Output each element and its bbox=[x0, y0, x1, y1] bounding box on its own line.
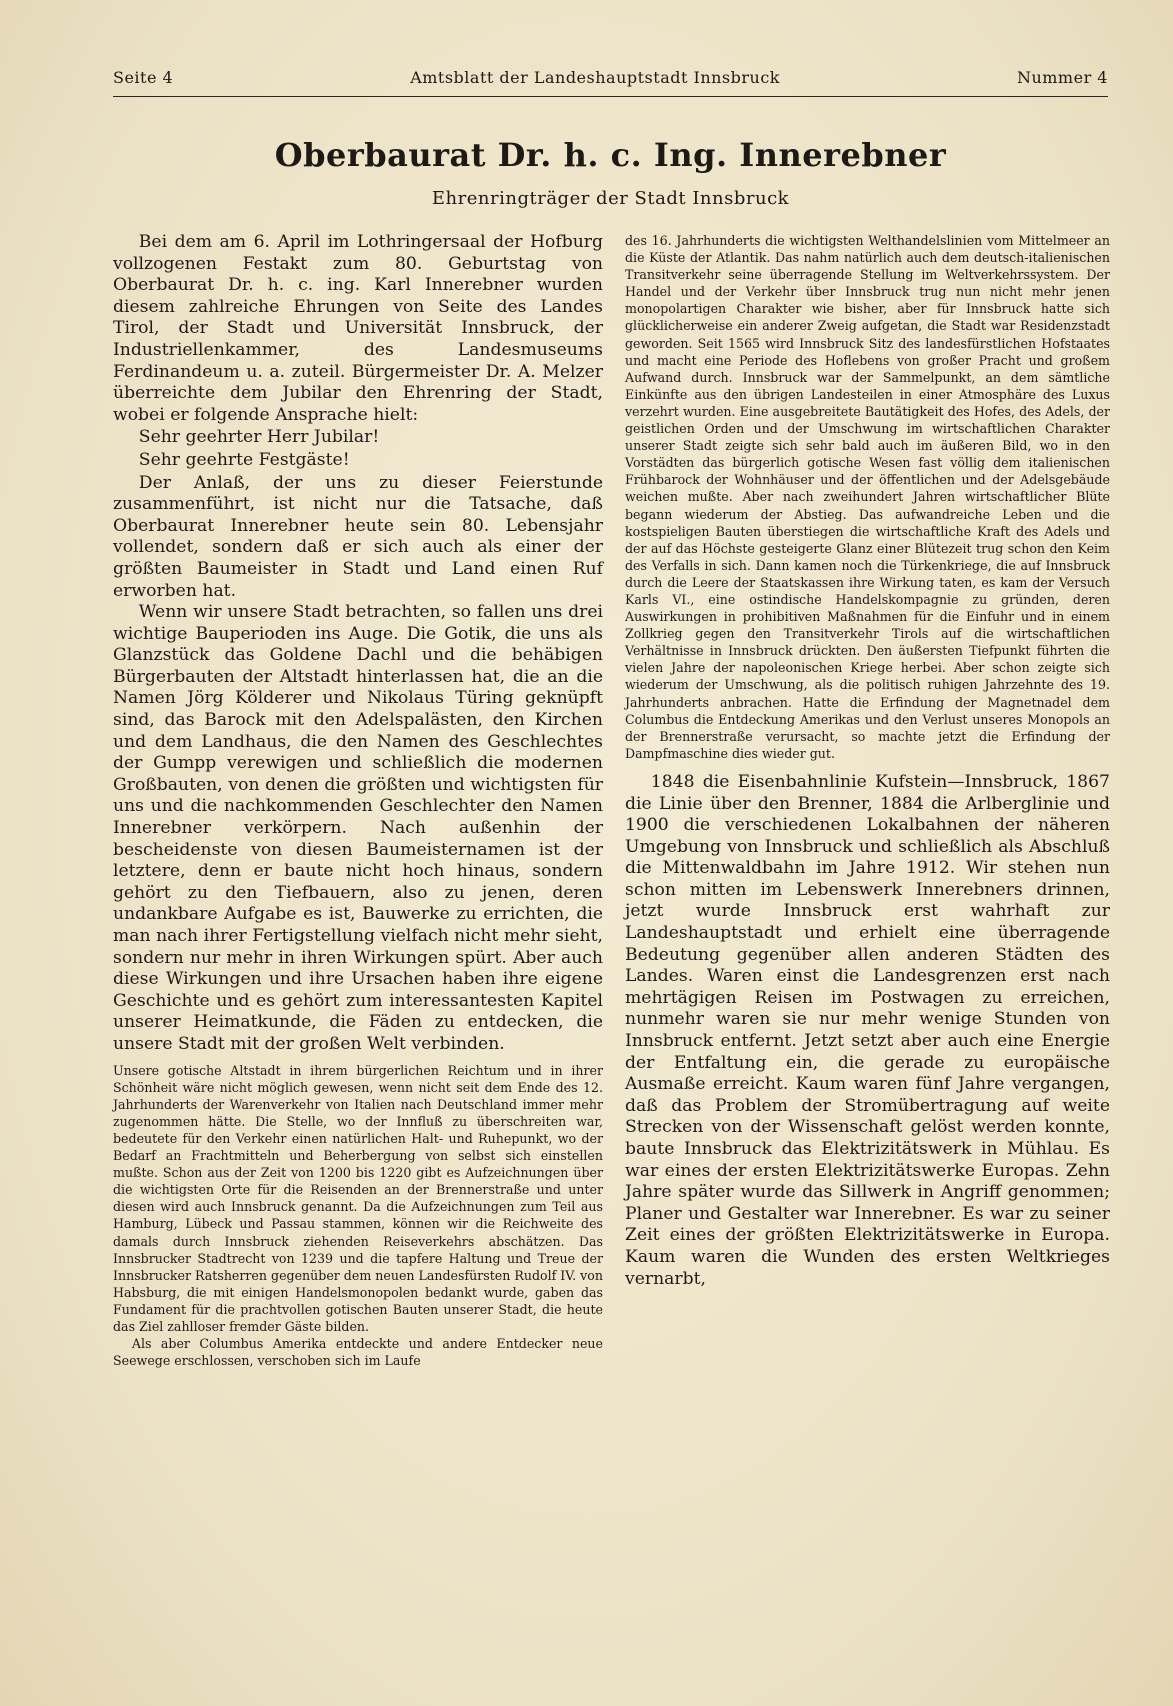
left-column bbox=[113, 232, 603, 1369]
paragraph: Als aber Columbus Amerika entdeckte und andere Entdecker neue Seewege erschlossen, verschoben sich im Laufe bbox=[113, 1336, 603, 1369]
paragraph: 1848 die Eisenbahnlinie Kufstein—Innsbruck, 1867 die Linie über den Brenner, 1884 die Arlberglinie und 1900 die verschiedenen Lokalbahnen der näheren Umgebung von Innsbruck und schließlich als Abschluß die Mittenwaldbahn im Jahre 1912. Wir stehen nun schon mitten im Lebenswerk Innerebners drinnen, jetzt wurde Innsbruck erst wahrhaft zur Landeshauptstadt und erhielt eine überragende Bedeutung gegenüber allen anderen Städten des Landes. Waren einst die Landesgrenzen erst nach mehrtägigen Reisen im Postwagen zu erreichen, nunmehr waren sie nur mehr wenige Stunden von Innsbruck entfernt. Jetzt setzt aber auch eine Energie der Entfaltung ein, die gerade zu europäische Ausmaße erreicht. Kaum waren fünf Jahre vergangen, daß das Problem der Stromübertragung auf weite Strecken von der Wissenschaft gelöst werden konnte, baute Innsbruck das Elektrizitätswerk in Mühlau. Es war eines der ersten Elektrizitätswerke Europas. Zehn Jahre später wurde das Sillwerk in Angriff genommen; Planer und Gestalter war Innerebner. Es war zu seiner Zeit eines der größten Elektrizitätswerke in Europa. Kaum waren die Wunden des ersten Weltkrieges vernarbt, bbox=[625, 771, 1110, 1289]
publication-name: Amtsblatt der Landeshauptstadt Innsbruck bbox=[410, 68, 780, 87]
article-title: Oberbaurat Dr. h. c. Ing. Innerebner bbox=[274, 136, 947, 174]
right-column-large-text bbox=[625, 772, 1110, 1290]
right-column-small-text bbox=[625, 232, 1110, 762]
article-subtitle: Ehrenringträger der Stadt Innsbruck bbox=[431, 188, 790, 209]
paragraph: Der Anlaß, der uns zu dieser Feierstunde zusammenführt, ist nicht nur die Tatsache, daß Oberbaurat Innerebner heute sein 80. Lebensjahr vollendet, sondern daß er sich auch als einer der größten Baumeister in Stadt und Land einen Ruf erworben hat. bbox=[113, 472, 603, 601]
right-column bbox=[625, 232, 1110, 1290]
paragraph: Unsere gotische Altstadt in ihrem bürgerlichen Reichtum und in ihrer Schönheit wäre nicht möglich gewesen, wenn nicht seit dem Ende des 12. Jahrhunderts der Warenverkehr von Italien nach Deutschland immer mehr zugenommen hätte. Die Stelle, wo der Innfluß zu überschreiten war, bedeutete für den Verkehr einen natürlichen Halt- und Ruhepunkt, wo der Bedarf an Frachtmitteln und Beherbergung von selbst sich einstellen mußte. Schon aus der Zeit von 1200 bis 1220 gibt es Aufzeichnungen über die wichtigsten Orte für die Reisenden an der Brennerstraße und unter diesen wird auch Innsbruck genannt. Da die Aufzeichnungen zum Teil aus Hamburg, Lübeck und Passau stammen, können wir die Reichweite des damals durch Innsbruck ziehenden Reiseverkehrs abschätzen. Das Innsbrucker Stadtrecht von 1239 und die tapfere Haltung und Treue der Innsbrucker Ratsherren gegenüber dem neuen Landesfürsten Rudolf IV. von Habsburg, die mit einigen Handelsmonopolen bedankt wurde, gaben das Fundament für die prachtvollen gotischen Bauten unserer Stadt, die heute das Ziel zahlloser fremder Gäste bilden. bbox=[113, 1062, 603, 1334]
paragraph: Bei dem am 6. April im Lothringersaal der Hofburg vollzogenen Festakt zum 80. Geburtstag von Oberbaurat Dr. h. c. ing. Karl Innerebner wurden diesem zahlreiche Ehrungen von Seite des Landes Tirol, der Stadt und Universität Innsbruck, der Industriellenkammer, des Landesmuseums Ferdinandeum u. a. zuteil. Bürgermeister Dr. A. Melzer überreichte dem Jubilar den Ehrenring der Stadt, wobei er folgende Ansprache hielt: bbox=[113, 232, 603, 425]
page-number: Seite 4 bbox=[113, 68, 174, 87]
greeting-line: Sehr geehrte Festgäste! bbox=[138, 449, 350, 470]
left-column-large-text bbox=[113, 232, 603, 1056]
issue-number: Nummer 4 bbox=[1016, 68, 1108, 87]
running-header bbox=[113, 68, 1108, 87]
paragraph: des 16. Jahrhunderts die wichtigsten Welthandelslinien vom Mittelmeer an die Küste der Atlantik. Das nahm natürlich auch dem deutsch-italienischen Transitverkehr seine überragende Stellung im Weltverkehrssystem. Der Handel und der Verkehr über Innsbruck trug nun nicht mehr jenen monopolartigen Charakter wie bisher, aber für Innsbruck hatte sich glücklicherweise ein anderer Zweig aufgetan, die Stadt war Residenzstadt geworden. Seit 1565 wird Innsbruck Sitz des landesfürstlichen Hofstaates und macht eine Periode des Hoflebens von großer Pracht und großem Aufwand durch. Innsbruck war der Sammelpunkt, an dem sämtliche Einkünfte aus den übrigen Landesteilen in einer Atmosphäre des Luxus verzehrt wurden. Eine ausgebreitete Bautätigkeit des Hofes, des Adels, der geistlichen Orden und der Umschwung im wirtschaftlichen Charakter unserer Stadt zeigte sich sehr bald auch im äußeren Bild, wo in den Vorstädten das bürgerlich gotische Wesen fast völlig dem italienischen Frühbarock der Wohnhäuser und der öffentlichen und der Adelsgebäude weichen mußte. Aber nach zweihundert Jahren wirtschaftlicher Blüte begann wiederum der Abstieg. Das aufwandreiche Leben und die kostspieligen Bauten überstiegen die wirtschaftliche Kraft des Adels und der auf das Höchste gesteigerte Glanz einer Blütezeit trug schon den Keim des Verfalls in sich. Dann kamen noch die Türkenkriege, die auf Innsbruck durch die Leere der Staatskassen ihre Wirkung taten, es kam der Versuch Karls VI., eine ostindische Handelskompagnie zu gründen, deren Auswirkungen in prohibitiven Maßnahmen für die Einfuhr und in einem Zollkrieg gegen den Transitverkehr Tirols auf die wirtschaftlichen Verhältnisse in Innsbruck drückten. Den äußersten Tiefpunkt führten die vielen Jahre der napoleonischen Kriege herbei. Aber schon zeigte sich wiederum der Umschwung, als die politisch ruhigen Jahrzehnte des 19. Jahrhunderts anbrachen. Hatte die Erfindung der Magnetnadel dem Columbus die Entdeckung Amerikas und den Verlust unseres Monopols an der Brennerstraße verursacht, so machte jetzt die Erfindung der Dampfmaschine dies wieder gut. bbox=[625, 233, 1110, 761]
header-rule bbox=[113, 96, 1108, 97]
paragraph: Wenn wir unsere Stadt betrachten, so fallen uns drei wichtige Bauperioden ins Auge. Die Gotik, die uns als Glanzstück das Goldene Dachl und die behäbigen Bürgerbauten der Altstadt hinterlassen hat, die an die Namen Jörg Kölderer und Nikolaus Türing geknüpft sind, das Barock mit den Adelspalästen, den Kirchen und dem Landhaus, die den Namen des Geschlechtes der Gumpp verewigen und schließlich die modernen Großbauten, von denen die größten und wichtigsten für uns und die nachkommenden Geschlechter den Namen Innerebner verkörpern. Nach außenhin der bescheidenste von diesen Baumeisternamen ist der letztere, denn er baute nicht hoch hinaus, sondern gehört zu den Tiefbauern, also zu jenen, deren undankbare Aufgabe es ist, Bauwerke zu errichten, die man nach ihrer Fertigstellung vielfach nicht mehr sieht, sondern nur mehr in ihren Wirkungen spürt. Aber auch diese Wirkungen und ihre Ursachen haben ihre eigene Geschichte und es gehört zum interessantesten Kapitel unserer Heimatkunde, die Fäden zu entdecken, die unsere Stadt mit der großen Welt verbinden. bbox=[113, 602, 603, 1054]
greeting-line: Sehr geehrter Herr Jubilar! bbox=[138, 427, 380, 448]
left-column-small-text bbox=[113, 1062, 603, 1370]
